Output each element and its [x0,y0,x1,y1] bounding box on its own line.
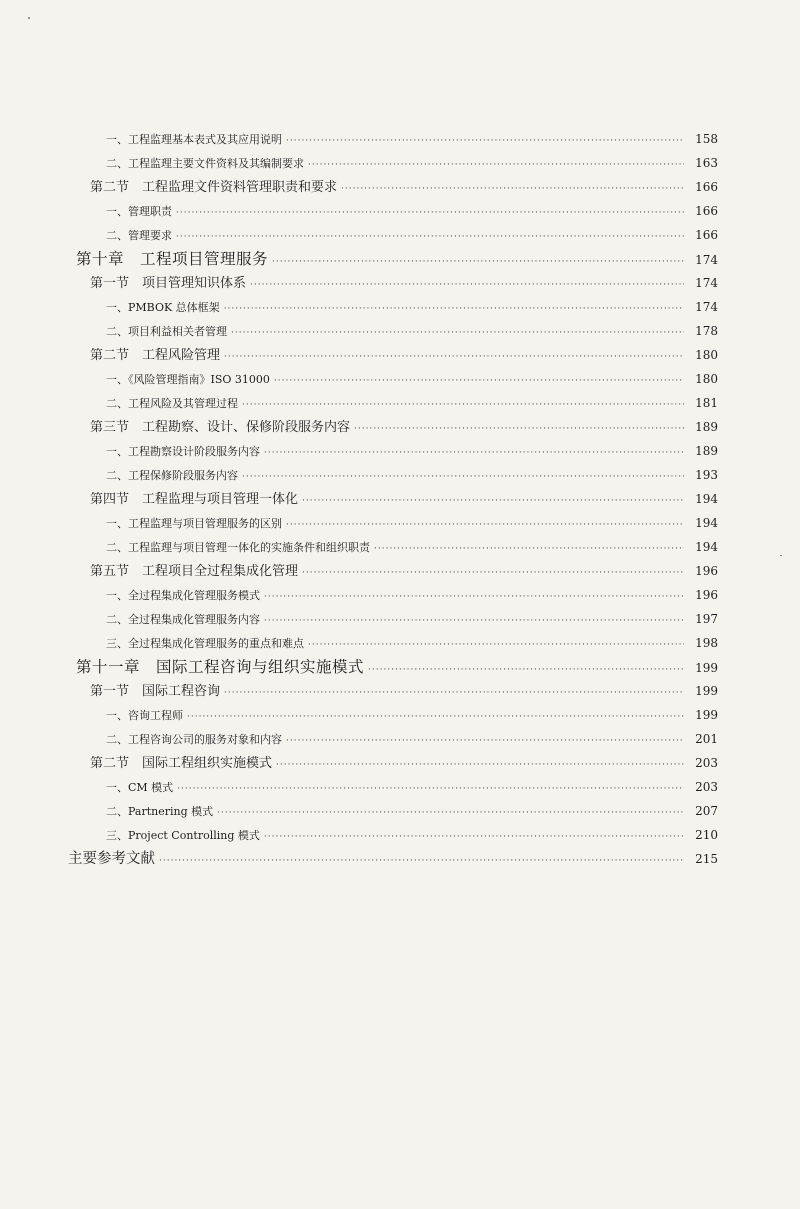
dot-leader [302,489,684,513]
toc-entry-title: 第二节 工程风险管理 [90,348,221,363]
toc-entry[interactable] [68,823,718,847]
toc-entry[interactable] [68,127,718,151]
toc-entry[interactable] [68,559,718,583]
dot-leader [187,705,684,729]
toc-entry-title: 一、全过程集成化管理服务模式 [106,589,260,602]
dot-leader [176,201,684,225]
toc-entry[interactable] [68,295,718,319]
dot-leader [231,321,684,345]
toc-entry-title: 第十一章 国际工程咨询与组织实施模式 [76,658,365,676]
toc-entry-page: 158 [695,132,718,146]
toc-entry-title: 第一节 国际工程咨询 [90,684,221,699]
toc-entry-page: 166 [695,228,718,242]
toc-entry-page: 194 [695,492,718,506]
toc-entry-page: 178 [695,324,718,338]
toc-entry-page: 180 [695,348,718,362]
dot-leader [176,225,684,249]
dot-leader [159,849,684,873]
toc-entry-title: 一、工程监理基本表式及其应用说明 [106,133,282,146]
toc-entry[interactable] [68,535,718,559]
toc-entry-title: 第一节 项目管理知识体系 [90,276,247,291]
toc-entry-page: 199 [695,661,718,675]
toc-entry-page: 163 [695,156,718,170]
toc-entry[interactable] [68,271,718,295]
dot-leader [217,801,684,825]
toc-entry[interactable] [68,319,718,343]
toc-entry-title: 二、工程监理与项目管理一体化的实施条件和组织职责 [106,541,370,554]
toc-entry-page: 203 [695,780,718,794]
toc-entry-title: 三、全过程集成化管理服务的重点和难点 [106,637,304,650]
toc-entry-page: 174 [695,253,718,267]
dot-leader [242,465,684,489]
toc-entry-page: 199 [695,684,718,698]
toc-entry-page: 166 [695,180,718,194]
toc-entry[interactable] [68,655,718,679]
toc-entry-title: 二、工程保修阶段服务内容 [106,469,238,482]
toc-entry-title: 一、《风险管理指南》ISO 31000 [106,373,270,386]
dot-leader [374,537,684,561]
toc-entry[interactable] [68,367,718,391]
toc-entry-title: 第四节 工程监理与项目管理一体化 [90,492,299,507]
toc-entry[interactable] [68,415,718,439]
toc-entry-page: 189 [695,444,718,458]
toc-entry-title: 一、咨询工程师 [106,709,183,722]
toc-entry-page: 210 [695,828,718,842]
dot-leader [224,345,684,369]
dot-leader [274,369,684,393]
toc-entry-page: 207 [695,804,718,818]
toc-entry-page: 174 [695,300,718,314]
toc-entry[interactable] [68,463,718,487]
scan-speck [780,555,782,556]
dot-leader [286,729,684,753]
toc-entry[interactable] [68,247,718,271]
toc-entry-title: 二、管理要求 [106,229,172,242]
toc-entry-title: 二、Partnering 模式 [106,805,214,818]
dot-leader [264,825,684,849]
dot-leader [264,609,684,633]
dot-leader [308,633,684,657]
toc-entry-title: 三、Project Controlling 模式 [106,829,260,842]
dot-leader [341,177,684,201]
dot-leader [264,441,684,465]
toc-entry-title: 第三节 工程勘察、设计、保修阶段服务内容 [90,420,351,435]
toc-entry-page: 197 [695,612,718,626]
scan-speck [28,17,30,19]
toc-entry-page: 166 [695,204,718,218]
dot-leader [286,129,684,153]
toc-entry[interactable] [68,439,718,463]
toc-entry-page: 194 [695,540,718,554]
toc-entry[interactable] [68,343,718,367]
toc-entry[interactable] [68,583,718,607]
toc-entry[interactable] [68,631,718,655]
toc-entry[interactable] [68,679,718,703]
dot-leader [272,250,684,274]
toc-entry-title: 第二节 工程监理文件资料管理职责和要求 [90,180,338,195]
dot-leader [250,273,684,297]
toc-entry[interactable] [68,487,718,511]
toc-entry-page: 199 [695,708,718,722]
toc-entry-page: 201 [695,732,718,746]
dot-leader [224,297,684,321]
dot-leader [308,153,684,177]
toc-entry[interactable] [68,223,718,247]
dot-leader [242,393,684,417]
toc-entry[interactable] [68,751,718,775]
toc-entry-page: 196 [695,588,718,602]
toc-entry-page: 181 [695,396,718,410]
dot-leader [354,417,684,441]
toc-entry-page: 196 [695,564,718,578]
toc-entry[interactable] [68,511,718,535]
toc-entry[interactable] [68,175,718,199]
dot-leader [302,561,684,585]
toc-entry-title: 二、工程监理主要文件资料及其编制要求 [106,157,304,170]
dot-leader [286,513,684,537]
dot-leader [276,753,684,777]
dot-leader [224,681,684,705]
toc-entry-page: 174 [695,276,718,290]
toc-entry-title: 第二节 国际工程组织实施模式 [90,756,273,771]
toc-entry-title: 二、全过程集成化管理服务内容 [106,613,260,626]
toc-entry-page: 198 [695,636,718,650]
toc-entry-page: 193 [695,468,718,482]
toc-entry[interactable] [68,151,718,175]
toc-entry-title: 二、工程咨询公司的服务对象和内容 [106,733,282,746]
toc-entry-page: 189 [695,420,718,434]
dot-leader [264,585,684,609]
toc-entry-title: 一、工程监理与项目管理服务的区别 [106,517,282,530]
toc-entry[interactable] [68,391,718,415]
toc-entry-title: 一、PMBOK 总体框架 [106,301,220,314]
dot-leader [368,658,684,682]
toc-entry[interactable] [68,607,718,631]
toc-entry[interactable] [68,775,718,799]
toc-entry[interactable] [68,199,718,223]
toc-entry-title: 一、工程勘察设计阶段服务内容 [106,445,260,458]
toc-entry[interactable] [68,799,718,823]
toc-entry[interactable] [68,703,718,727]
toc-entry-page: 203 [695,756,718,770]
toc-entry-title: 第十章 工程项目管理服务 [76,250,269,268]
toc-entry-page: 194 [695,516,718,530]
toc-entry-title: 第五节 工程项目全过程集成化管理 [90,564,299,579]
toc-entry-title: 主要参考文献 [68,851,155,867]
toc-entry-title: 一、管理职责 [106,205,172,218]
toc-entry[interactable] [68,847,718,871]
table-of-contents [68,127,718,871]
toc-entry-title: 二、项目利益相关者管理 [106,325,227,338]
toc-entry-page: 180 [695,372,718,386]
toc-entry-title: 一、CM 模式 [106,781,174,794]
toc-entry-page: 215 [695,852,718,866]
toc-entry[interactable] [68,727,718,751]
toc-entry-title: 二、工程风险及其管理过程 [106,397,238,410]
dot-leader [177,777,684,801]
